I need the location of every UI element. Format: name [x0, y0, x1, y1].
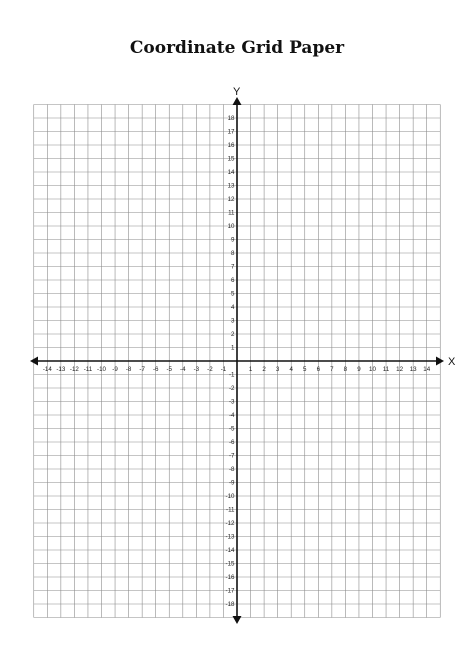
y-tick-label: 8 — [231, 250, 235, 258]
y-tick-label: -15 — [225, 560, 235, 568]
y-tick-label: 15 — [227, 155, 235, 163]
x-tick-label: -5 — [166, 366, 173, 373]
y-tick-label: -12 — [225, 520, 235, 528]
x-tick-label: 13 — [409, 366, 417, 373]
y-tick-label: -8 — [228, 466, 235, 474]
y-tick-label: -2 — [228, 385, 235, 393]
y-tick-label: -17 — [225, 587, 235, 595]
y-tick-label: 12 — [227, 196, 235, 204]
y-tick-label: 4 — [231, 304, 235, 312]
y-tick-label: 17 — [227, 128, 235, 136]
y-tick-label: 14 — [227, 169, 235, 177]
x-tick-label: 7 — [330, 366, 334, 373]
y-axis-label: Y — [233, 86, 241, 98]
y-tick-label: -11 — [226, 506, 235, 514]
x-tick-label: 14 — [423, 366, 431, 373]
y-axis-arrow-down — [233, 616, 242, 624]
axes — [30, 97, 444, 624]
x-tick-label: -11 — [83, 366, 93, 373]
y-tick-label: -1 — [228, 371, 235, 379]
y-tick-label: -5 — [228, 425, 235, 433]
y-tick-label: 13 — [227, 182, 235, 190]
x-tick-label: 11 — [382, 366, 390, 373]
y-tick-label: 18 — [227, 115, 235, 123]
y-tick-label: -16 — [225, 574, 235, 582]
y-tick-label: -10 — [225, 493, 235, 501]
x-tick-label: -13 — [56, 366, 66, 373]
y-tick-label: 16 — [227, 142, 235, 150]
y-tick-label: 2 — [231, 331, 235, 339]
x-tick-label: -9 — [112, 366, 118, 373]
x-tick-label: -8 — [125, 366, 132, 373]
y-tick-label: -13 — [225, 533, 235, 541]
y-tick-label: 10 — [227, 223, 235, 231]
y-tick-label: -14 — [225, 547, 235, 555]
x-tick-label: -4 — [180, 366, 186, 373]
y-axis-arrow-up — [233, 97, 242, 105]
x-tick-label: -3 — [193, 366, 200, 373]
x-tick-label: -7 — [139, 366, 145, 373]
y-tick-label: -4 — [228, 412, 235, 420]
y-tick-label: 1 — [231, 344, 235, 352]
y-tick-label: -3 — [228, 398, 235, 406]
x-tick-label: -10 — [97, 366, 106, 373]
x-tick-label: 5 — [303, 366, 307, 373]
y-tick-label: 7 — [231, 263, 235, 271]
x-tick-label: 6 — [316, 366, 321, 373]
y-tick-label: 6 — [231, 277, 235, 285]
x-tick-label: 4 — [289, 366, 293, 373]
x-axis-label: X — [448, 356, 456, 368]
x-tick-label: 3 — [275, 366, 280, 373]
y-tick-label: 11 — [228, 209, 235, 217]
x-tick-label: -1 — [220, 366, 227, 373]
x-tick-label: 12 — [396, 366, 404, 373]
y-tick-label: -6 — [228, 439, 235, 447]
y-tick-label: 5 — [231, 290, 235, 298]
x-tick-label: 1 — [248, 366, 253, 373]
x-tick-label: 9 — [357, 366, 361, 373]
x-tick-label: 10 — [369, 366, 376, 373]
y-tick-label: -18 — [225, 601, 235, 609]
x-tick-label: -14 — [42, 366, 52, 373]
y-tick-label: -7 — [228, 452, 235, 460]
x-tick-label: -6 — [152, 366, 159, 373]
x-tick-label: -2 — [207, 366, 213, 373]
page-title: Coordinate Grid Paper — [129, 38, 345, 58]
x-tick-label: 8 — [343, 366, 348, 373]
x-tick-label: -12 — [69, 366, 79, 373]
y-tick-label: 9 — [231, 236, 235, 244]
x-tick-label: 2 — [262, 366, 266, 373]
y-tick-label: -9 — [228, 479, 235, 487]
y-tick-label: 3 — [231, 317, 235, 325]
